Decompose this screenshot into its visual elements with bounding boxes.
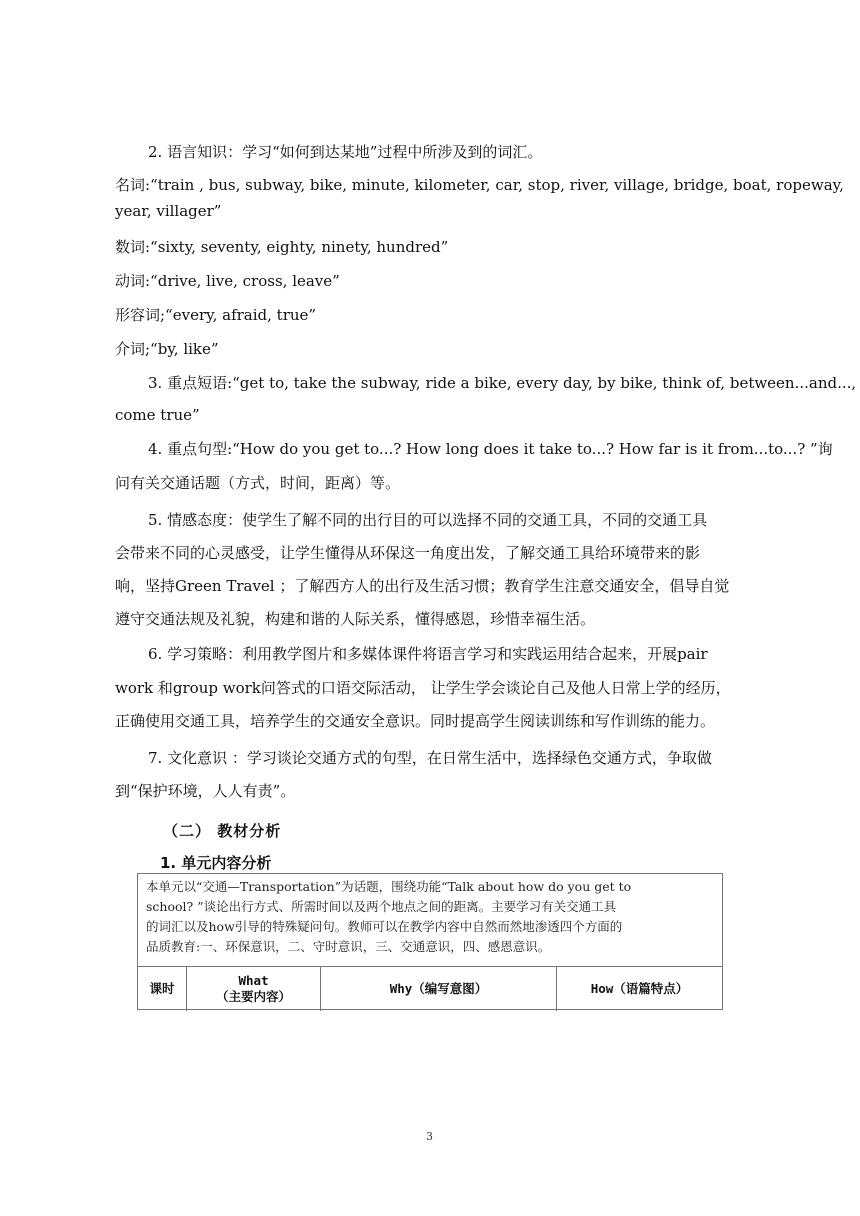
summary-line: 的词汇以及how引导的特殊疑问句。教师可以在教学内容中自然而然地渗透四个方面的 [146, 919, 623, 934]
text-line: 名词:“train , bus, subway, bike, minute, kilometer, car, stop, river, village, bridge, boat, ropeway, [115, 176, 844, 194]
summary-line: 本单元以“交通—Transportation”为话题，围绕功能“Talk about how do you get to [146, 879, 632, 894]
text-line: 响，坚持Green Travel ；了解西方人的出行及生活习惯；教育学生注意交通安全，倡导自觉 [115, 577, 730, 595]
header-cell-how: How（语篇特点） [590, 981, 689, 996]
text-line: 形容词;“every, afraid, true” [115, 306, 317, 324]
text-line: 3. 重点短语:“get to, take the subway, ride a bike, every day, by bike, think of, between...and..., [148, 374, 857, 392]
text-line: 正确使用交通工具，培养学生的交通安全意识。同时提高学生阅读训练和写作训练的能力。 [115, 712, 716, 730]
text-line: 4. 重点句型:“How do you get to...? How long does it take to...? How far is it from...to...? ”询 [148, 440, 833, 458]
header-cell-what [187, 967, 321, 1011]
text-line: year, villager” [115, 202, 222, 220]
summary-line: school? ”谈论出行方式、所需时间以及两个地点之间的距离。主要学习有关交通工具 [146, 899, 617, 914]
text-line: 6. 学习策略：利用教学图片和多媒体课件将语言学习和实践运用结合起来，开展pair [148, 645, 708, 663]
page-number: 3 [426, 1130, 433, 1143]
unit-analysis-table [137, 873, 723, 1010]
text-line: 遵守交通法规及礼貌，构建和谐的人际关系，懂得感恩，珍惜幸福生活。 [115, 610, 596, 628]
subsection-title: 1. 单元内容分析 [160, 854, 272, 872]
text-line: 数词:“sixty, seventy, eighty, ninety, hundred” [115, 238, 449, 256]
header-cell-lesson: 课时 [138, 967, 187, 1011]
header-cell-what-line2: （主要内容） [215, 989, 291, 1004]
header-cell-why: Why（编写意图） [321, 967, 557, 1011]
unit-summary [146, 877, 716, 957]
text-line: 5. 情感态度：使学生了解不同的出行目的可以选择不同的交通工具，不同的交通工具 [148, 511, 708, 529]
table-header-row [138, 966, 722, 1011]
text-line: 会带来不同的心灵感受，让学生懂得从环保这一角度出发，了解交通工具给环境带来的影 [115, 544, 701, 562]
text-line: 问有关交通话题（方式，时间，距离）等。 [115, 474, 401, 492]
text-line: come true” [115, 406, 200, 424]
text-line: 7. 文化意识 ：学习谈论交通方式的句型，在日常生活中，选择绿色交通方式，争取做 [148, 749, 712, 767]
text-line: 2. 语言知识：学习“如何到达某地”过程中所涉及到的词汇。 [148, 143, 543, 161]
text-line: 到“保护环境，人人有责”。 [115, 782, 296, 800]
text-line: work 和group work问答式的口语交际活动， 让学生学会谈论自己及他人日常上学的经历， [115, 679, 731, 697]
section-title: （二） 教材分析 [163, 822, 282, 840]
text-line: 介词;“by, like” [115, 340, 219, 358]
header-cell-what-line1: What [238, 973, 269, 988]
text-line: 动词:“drive, live, cross, leave” [115, 272, 340, 290]
summary-line: 品质教育:一、环保意识，二、守时意识，三、交通意识，四、感恩意识。 [146, 939, 551, 954]
